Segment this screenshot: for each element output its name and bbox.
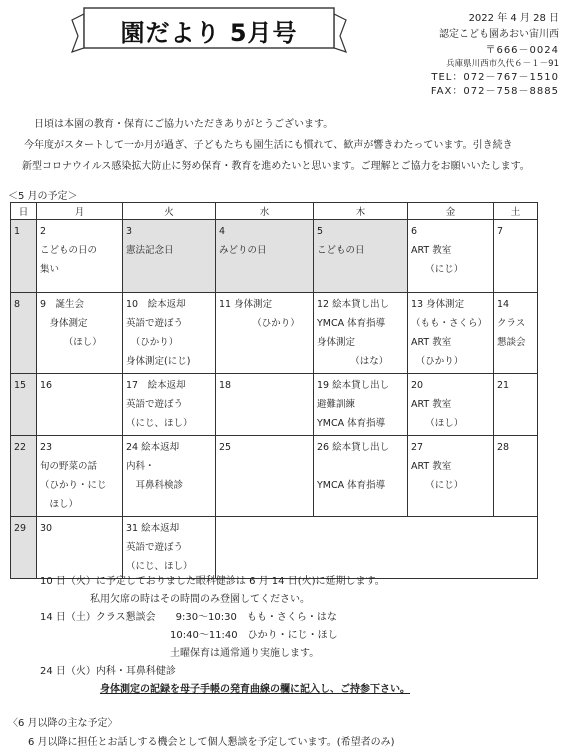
- day-event: （はな）: [317, 356, 389, 367]
- calendar-day-cell: [216, 293, 314, 374]
- schedule-label: ＜5 月の予定＞: [8, 191, 78, 202]
- day-number: 1: [14, 226, 21, 237]
- day-event: （ひかり・にじ: [40, 480, 107, 491]
- calendar-week-row: [11, 374, 538, 436]
- day-number: 30: [40, 523, 53, 534]
- day-event: （ほし）: [411, 418, 464, 429]
- calendar-header-row: [11, 203, 538, 220]
- calendar-empty-cell: [216, 517, 538, 579]
- calendar-day-cell: [494, 293, 538, 374]
- day-event: 英語で遊ぼう: [126, 542, 184, 553]
- day-event: 身体測定: [40, 318, 88, 329]
- day-number: 14: [497, 299, 510, 310]
- intro-text: [22, 114, 562, 177]
- calendar-day-cell: [408, 220, 494, 293]
- intro-line: 今年度がスタートして一か月が過ぎ、子どもたちも園生活にも慣れて、歓声が響きわたっています。引き続き: [24, 140, 513, 151]
- day-number: 17 絵本返却: [126, 380, 186, 391]
- note-line: 土曜保育は通常通り実施します。: [40, 648, 320, 659]
- day-number: 18: [219, 380, 232, 391]
- issue-date: 2022 年 4 月 28 日: [468, 13, 559, 24]
- calendar-day-cell: [123, 374, 216, 436]
- notes: [40, 573, 560, 699]
- calendar-day-cell: [11, 293, 37, 374]
- note-line: 10 日（火）に予定しておりました眼科健診は 6 月 14 日(火)に延期します。: [40, 576, 385, 587]
- day-number: 26 絵本貸し出し: [317, 442, 390, 453]
- postal-code: 〒666－0024: [485, 45, 559, 56]
- day-number: 31 絵本返却: [126, 523, 180, 534]
- day-event: YMCA 体育指導: [317, 418, 386, 429]
- day-event: こどもの日の: [40, 245, 98, 256]
- future-schedule: [8, 714, 395, 752]
- day-number: 27: [411, 442, 424, 453]
- intro-line: 新型コロナウイルス感染拡大防止に努め保育・教育を進めたいと思います。ご理解とご協力をお願いいたします。: [22, 161, 530, 172]
- day-number: 9 誕生会: [40, 299, 85, 310]
- school-info: [379, 12, 559, 98]
- day-event: （ひかり）: [126, 337, 179, 348]
- day-event: （にじ）: [411, 480, 464, 491]
- calendar-day-cell: [123, 436, 216, 517]
- calendar-day-cell: [216, 220, 314, 293]
- calendar-day-cell: [37, 293, 123, 374]
- calendar-day-cell: [37, 436, 123, 517]
- day-number: 13 身体測定: [411, 299, 465, 310]
- intro-line: 日頃は本園の教育・保育にご協力いただきありがとうございます。: [34, 119, 334, 130]
- weekday-header: 土: [494, 203, 538, 220]
- calendar-day-cell: [37, 517, 123, 579]
- day-event: （ほし）: [40, 337, 102, 348]
- day-event: ART 教室: [411, 399, 452, 410]
- day-number: 23: [40, 442, 53, 453]
- weekday-header: 日: [11, 203, 37, 220]
- day-number: 19 絵本貸し出し: [317, 380, 390, 391]
- day-event: （にじ、ほし）: [126, 418, 193, 429]
- calendar-day-cell: [123, 293, 216, 374]
- calendar-day-cell: [408, 436, 494, 517]
- day-number: 11 身体測定: [219, 299, 273, 310]
- day-number: 4: [219, 226, 226, 237]
- day-event: （もも・さくら）: [411, 318, 488, 329]
- calendar-day-cell: [11, 517, 37, 579]
- day-number: 3: [126, 226, 133, 237]
- calendar-day-cell: [37, 374, 123, 436]
- note-emphasis: 身体測定の記録を母子手帳の発育曲線の欄に記入し、ご持参下さい。: [100, 684, 410, 695]
- day-event: 旬の野菜の話: [40, 461, 98, 472]
- day-event: 身体測定(にじ): [126, 356, 191, 367]
- day-event: 懇談会: [497, 337, 526, 348]
- day-number: 29: [14, 523, 27, 534]
- day-event: YMCA 体育指導: [317, 318, 386, 329]
- day-number: 24 絵本返却: [126, 442, 180, 453]
- calendar-day-cell: [314, 293, 408, 374]
- day-number: 7: [497, 226, 504, 237]
- calendar-day-cell: [408, 374, 494, 436]
- day-number: 21: [497, 380, 510, 391]
- day-event: 身体測定: [317, 337, 356, 348]
- day-number: 10 絵本返却: [126, 299, 186, 310]
- calendar-day-cell: [11, 374, 37, 436]
- school-address: 兵庫県川西市久代６－１－91: [446, 58, 559, 69]
- tel-number: TEL：072－767－1510: [431, 72, 559, 83]
- future-text: 6 月以降に担任とお話しする機会として個人懇談を予定しています。(希望者のみ): [8, 737, 395, 748]
- calendar-day-cell: [123, 517, 216, 579]
- fax-number: FAX：072－758－8885: [430, 85, 559, 97]
- day-number: 28: [497, 442, 510, 453]
- day-event: みどりの日: [219, 245, 267, 256]
- school-name: 認定こども園あおい宙川西: [439, 28, 559, 40]
- day-event: 集い: [40, 264, 60, 275]
- note-line: 24 日（火）内科・耳鼻科健診: [40, 666, 176, 677]
- weekday-header: 水: [216, 203, 314, 220]
- calendar-day-cell: [494, 436, 538, 517]
- calendar-day-cell: [11, 220, 37, 293]
- day-event: ART 教室: [411, 245, 452, 256]
- weekday-header: 火: [123, 203, 216, 220]
- day-event: クラス: [497, 318, 526, 329]
- day-event: [317, 457, 404, 476]
- future-label: 〈6 月以降の主な予定〉: [8, 718, 118, 729]
- day-event: （にじ、ほし）: [126, 561, 193, 572]
- calendar-day-cell: [314, 374, 408, 436]
- day-event: ART 教室: [411, 461, 452, 472]
- day-event: ART 教室: [411, 337, 452, 348]
- day-event: （にじ）: [411, 264, 464, 275]
- day-event: 英語で遊ぼう: [126, 318, 184, 329]
- day-number: 12 絵本貸し出し: [317, 299, 390, 310]
- day-event: （ひかり）: [411, 356, 464, 367]
- day-event: 耳鼻科検診: [126, 480, 184, 491]
- day-event: （ひかり）: [219, 318, 300, 329]
- note-line: 10:40～11:40 ひかり・にじ・ほし: [40, 630, 338, 641]
- note-line: 14 日（土）クラス懇談会 9:30～10:30 もも・さくら・はな: [40, 612, 337, 623]
- weekday-header: 金: [408, 203, 494, 220]
- calendar-day-cell: [314, 220, 408, 293]
- title-banner: [70, 6, 348, 58]
- day-event: 内科・: [126, 461, 155, 472]
- day-number: 6: [411, 226, 418, 237]
- calendar-day-cell: [494, 374, 538, 436]
- calendar-day-cell: [11, 436, 37, 517]
- day-number: 20: [411, 380, 424, 391]
- calendar-week-row: [11, 220, 538, 293]
- calendar-day-cell: [37, 220, 123, 293]
- day-number: 5: [317, 226, 324, 237]
- day-number: 16: [40, 380, 53, 391]
- calendar-week-row: [11, 436, 538, 517]
- may-calendar: [10, 202, 538, 579]
- calendar-week-row: [11, 293, 538, 374]
- day-number: 15: [14, 380, 27, 391]
- page-title: 園だより 5月号: [120, 19, 298, 47]
- weekday-header: 月: [37, 203, 123, 220]
- day-event: ほし）: [40, 499, 79, 510]
- day-number: 22: [14, 442, 27, 453]
- calendar-day-cell: [494, 220, 538, 293]
- day-event: 避難訓練: [317, 399, 356, 410]
- calendar-day-cell: [216, 436, 314, 517]
- day-number: 25: [219, 442, 232, 453]
- weekday-header: 木: [314, 203, 408, 220]
- day-event: こどもの日: [317, 245, 365, 256]
- day-event: 英語で遊ぼう: [126, 399, 184, 410]
- day-number: 8: [14, 299, 21, 310]
- note-line: 私用欠席の時はその時間のみ登園してください。: [40, 594, 310, 605]
- calendar-week-row: [11, 517, 538, 579]
- day-event: 憲法記念日: [126, 245, 174, 256]
- calendar-day-cell: [408, 293, 494, 374]
- calendar-day-cell: [314, 436, 408, 517]
- day-number: 2: [40, 226, 47, 237]
- calendar-day-cell: [123, 220, 216, 293]
- day-event: YMCA 体育指導: [317, 480, 386, 491]
- calendar-day-cell: [216, 374, 314, 436]
